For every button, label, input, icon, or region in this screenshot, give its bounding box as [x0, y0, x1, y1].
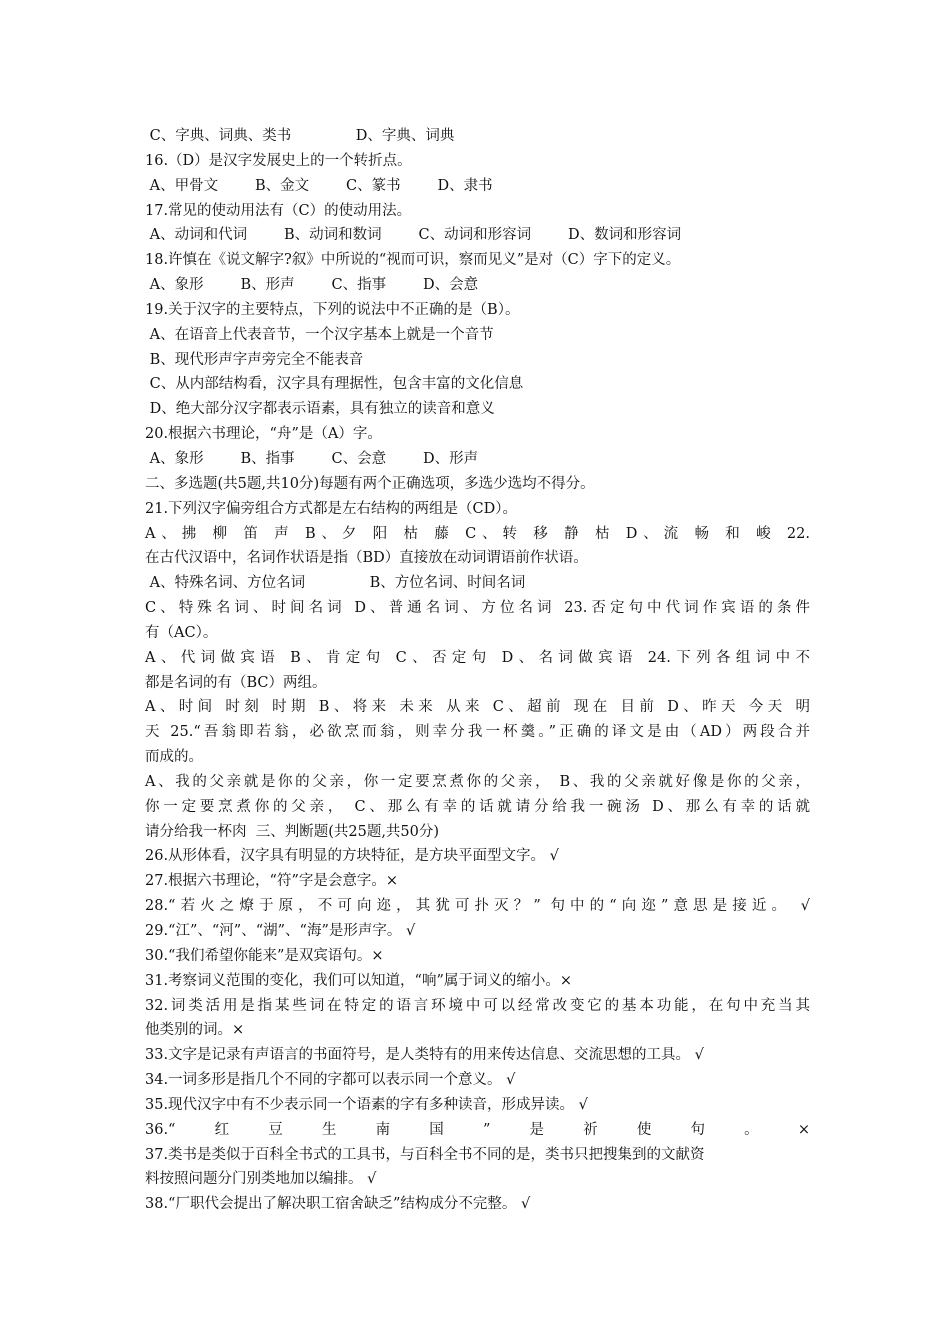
- text-line: 18.许慎在《说文解字?叙》中所说的“视而可识，察而见义”是对（C）字下的定义。: [145, 252, 681, 269]
- text-line: 他类别的词。×: [145, 1022, 245, 1039]
- text-line: 16.（D）是汉字发展史上的一个转折点。: [145, 152, 412, 169]
- text-line: 19.关于汉字的主要特点，下列的说法中不正确的是（B）。: [145, 301, 520, 318]
- text-line: 二、多选题(共5题,共10分)每题有两个正确选项，多选少选均不得分。: [145, 475, 595, 492]
- text-line: C、字典、词典、类书 D、字典、词典: [145, 128, 455, 144]
- text-line: 21.下列汉字偏旁组合方式都是左右结构的两组是（CD）。: [145, 500, 518, 517]
- text-line: A、时间 时刻 时期 B、将来 未来 从来 C、超前 现在 目前 D、昨天 今天 明: [145, 699, 810, 716]
- text-line: A、动词和代词 B、动词和数词 C、动词和形容词 D、数词和形容词: [145, 227, 682, 244]
- text-line: 你一定要烹煮你的父亲， C、那么有幸的话就请分给我一碗汤 D、那么有幸的话就: [145, 798, 810, 815]
- text-line: A、甲骨文 B、金文 C、篆书 D、隶书: [145, 177, 493, 194]
- text-line: A、代词做宾语 B、肯定句 C、否定句 D、名词做宾语 24.下列各组词中不: [145, 649, 810, 666]
- text-line: A、象形 B、形声 C、指事 D、会意: [145, 277, 479, 294]
- text-line: 26.从形体看，汉字具有明显的方块特征，是方块平面型文字。 √: [145, 848, 559, 865]
- text-line: 在古代汉语中，名词作状语是指（BD）直接放在动词谓语前作状语。: [145, 550, 588, 567]
- text-line: 36.“红豆生南国”是祈使句。×: [145, 1121, 810, 1138]
- text-line: 天 25.“吾翁即若翁，必欲烹而翁，则幸分我一杯羹。”正确的译文是由（AD）两段合并: [145, 724, 810, 741]
- text-line: D、绝大部分汉字都表示语素，具有独立的读音和意义: [145, 401, 495, 418]
- text-line: 料按照问题分门别类地加以编排。 √: [145, 1171, 377, 1188]
- text-line: C、特殊名词、时间名词 D、普通名词、方位名词 23.否定句中代词作宾语的条件: [145, 600, 810, 617]
- text-line: 而成的。: [145, 749, 203, 766]
- text-line: 30.“我们希望你能来”是双宾语句。×: [145, 947, 384, 964]
- text-line: 35.现代汉字中有不少表示同一个语素的字有多种读音，形成异读。 √: [145, 1096, 588, 1113]
- text-line: 20.根据六书理论，“舟”是（A）字。: [145, 426, 382, 443]
- text-line: 28.“若火之燎于原，不可向迩，其犹可扑灭？” 句中的“向迩”意思是接近。 √: [145, 898, 810, 915]
- text-line: A、我的父亲就是你的父亲，你一定要烹煮你的父亲， B、我的父亲就好像是你的父亲，: [145, 773, 810, 790]
- text-line: C、从内部结构看，汉字具有理据性，包含丰富的文化信息: [145, 376, 524, 393]
- text-line: B、现代形声字声旁完全不能表音: [145, 351, 364, 368]
- text-line: A、拂 柳 笛 声 B、夕 阳 枯 藤 C、转 移 静 枯 D、流 畅 和 峻 22.: [145, 525, 810, 542]
- text-line: 请分给我一杯肉 三、判断题(共25题,共50分): [145, 823, 440, 840]
- text-line: 17.常见的使动用法有（C）的使动用法。: [145, 202, 412, 219]
- text-line: 38.“厂职代会提出了解决职工宿舍缺乏”结构成分不完整。 √: [145, 1196, 531, 1213]
- text-line: 27.根据六书理论，“符”字是会意字。×: [145, 873, 399, 890]
- document-body: [145, 124, 810, 1217]
- text-line: A、在语音上代表音节，一个汉字基本上就是一个音节: [145, 326, 494, 343]
- text-line: A、象形 B、指事 C、会意 D、形声: [145, 450, 479, 467]
- text-line: 31.考察词义范围的变化，我们可以知道，“响”属于词义的缩小。×: [145, 972, 573, 989]
- text-line: 都是名词的有（BC）两组。: [145, 674, 327, 691]
- text-line: 37.类书是类似于百科全书式的工具书，与百科全书不同的是，类书只把搜集到的文献资: [145, 1146, 705, 1163]
- text-line: 有（AC）。: [145, 624, 218, 641]
- text-line: A、特殊名词、方位名词 B、方位名词、时间名词: [145, 575, 526, 592]
- text-line: 29.“江”、“河”、“湖”、“海”是形声字。 √: [145, 923, 416, 939]
- text-line: 33.文字是记录有声语言的书面符号，是人类特有的用来传达信息、交流思想的工具。 √: [145, 1047, 704, 1064]
- text-line: 32.词类活用是指某些词在特定的语言环境中可以经常改变它的基本功能，在句中充当其: [145, 997, 810, 1014]
- text-line: 34.一词多形是指几个不同的字都可以表示同一个意义。 √: [145, 1072, 516, 1089]
